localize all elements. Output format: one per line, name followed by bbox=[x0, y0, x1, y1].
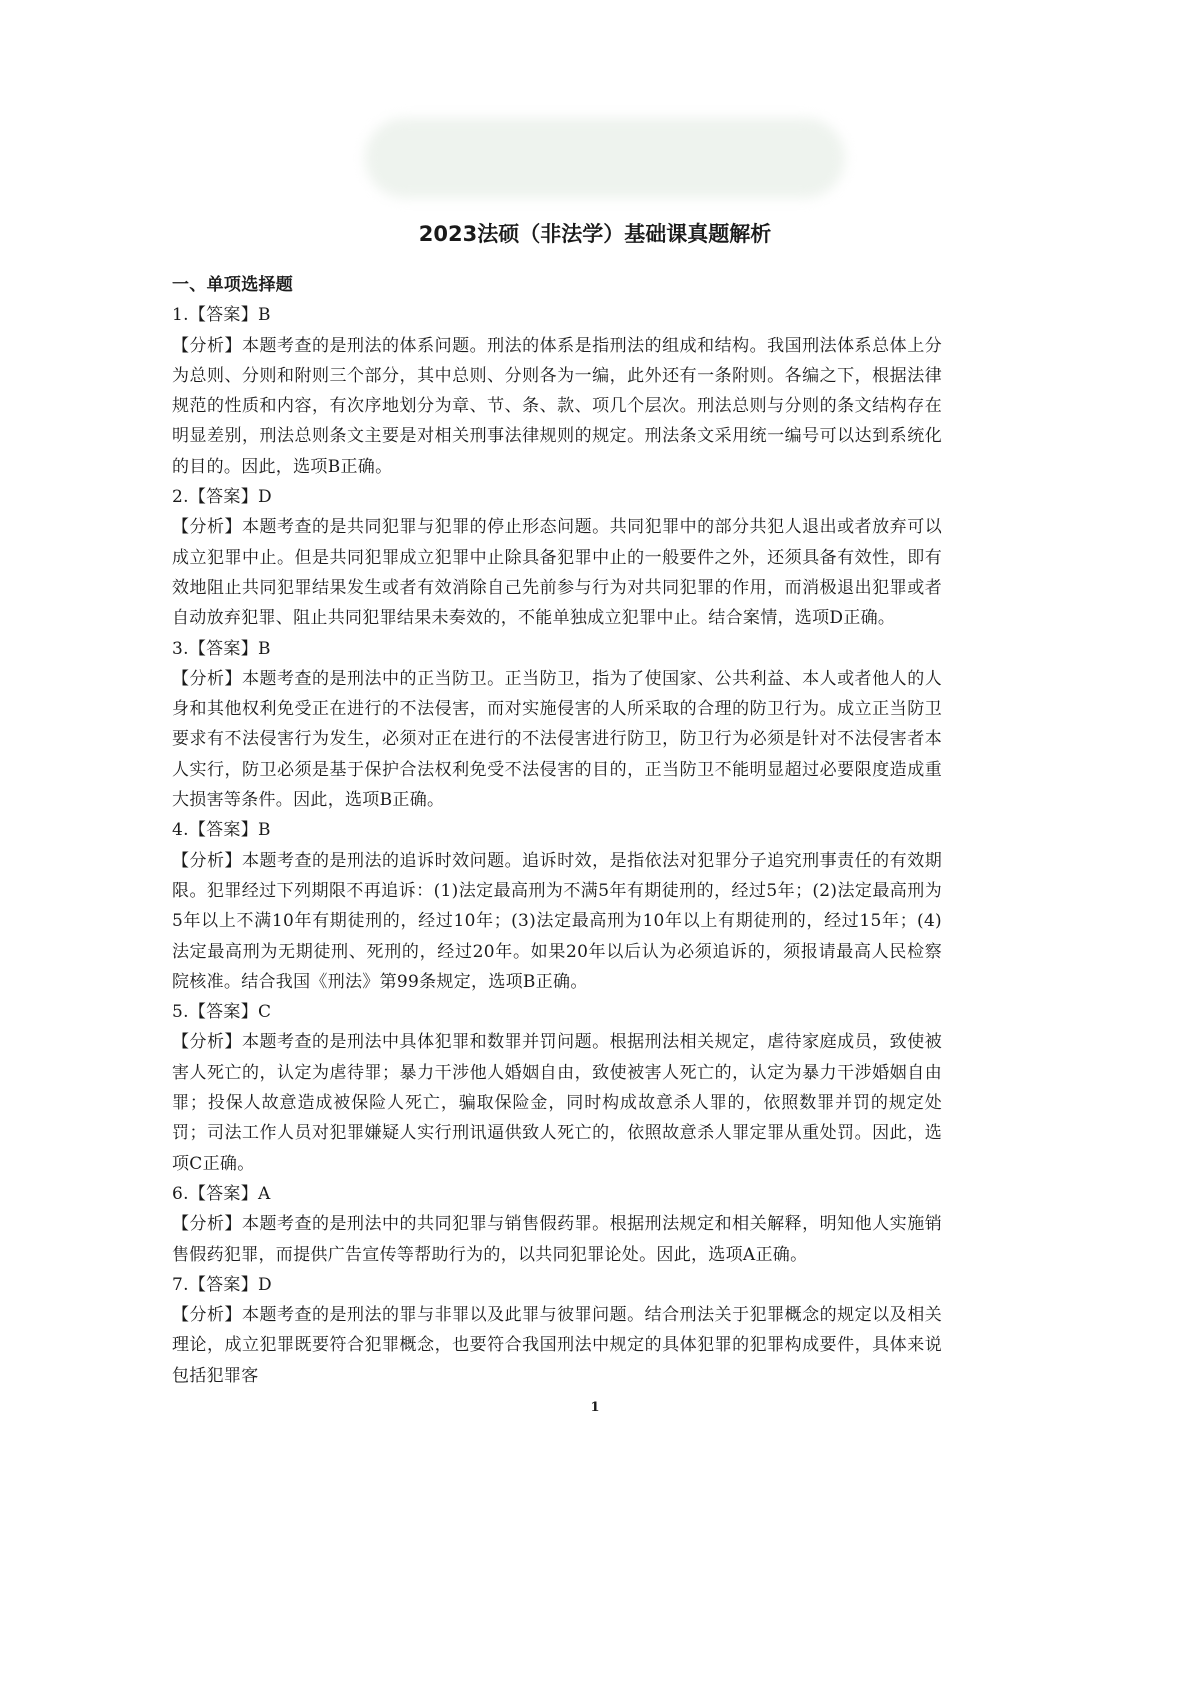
document-body bbox=[172, 270, 942, 1391]
analysis-paragraph: 【分析】本题考查的是刑法的体系问题。刑法的体系是指刑法的组成和结构。我国刑法体系总体上分为总则、分则和附则三个部分，其中总则、分则各为一编，此外还有一条附则。各编之下，根据法律规范的性质和内容，有次序地划分为章、节、条、款、项几个层次。刑法总则与分则的条文结构存在明显差别，刑法总则条文主要是对相关刑事法律规则的规定。刑法条文采用统一编号可以达到系统化的目的。因此，选项B正确。 bbox=[172, 335, 942, 477]
analysis-paragraph: 【分析】本题考查的是刑法中的正当防卫。正当防卫，指为了使国家、公共利益、本人或者他人的人身和其他权利免受正在进行的不法侵害，而对实施侵害的人所采取的合理的防卫行为。成立正当防卫要求有不法侵害行为发生，必须对正在进行的不法侵害进行防卫，防卫行为必须是针对不法侵害者本人实行，防卫必须是基于保护合法权利免受不法侵害的目的，正当防卫不能明显超过必要限度造成重大损害等条件。因此，选项B正确。 bbox=[172, 668, 942, 811]
answer-line: 3.【答案】B bbox=[172, 638, 271, 659]
page-number: 1 bbox=[590, 1400, 600, 1415]
answer-line: 1.【答案】B bbox=[172, 305, 271, 326]
answer-line: 4.【答案】B bbox=[172, 820, 271, 841]
analysis-paragraph: 【分析】本题考查的是共同犯罪与犯罪的停止形态问题。共同犯罪中的部分共犯人退出或者放弃可以成立犯罪中止。但是共同犯罪成立犯罪中止除具备犯罪中止的一般要件之外，还须具备有效性，即有效地阻止共同犯罪结果发生或者有效消除自己先前参与行为对共同犯罪的作用，而消极退出犯罪或者自动放弃犯罪、阻止共同犯罪结果未奏效的，不能单独成立犯罪中止。结合案情，选项D正确。 bbox=[172, 517, 942, 629]
question-list bbox=[172, 300, 942, 1391]
answer-line: 2.【答案】D bbox=[172, 487, 272, 508]
section-heading: 一、单项选择题 bbox=[172, 275, 294, 295]
document-title: 2023法硕（非法学）基础课真题解析 bbox=[418, 222, 772, 246]
analysis-paragraph: 【分析】本题考查的是刑法中的共同犯罪与销售假药罪。根据刑法规定和相关解释，明知他人实施销售假药犯罪，而提供广告宣传等帮助行为的，以共同犯罪论处。因此，选项A正确。 bbox=[172, 1214, 942, 1265]
analysis-paragraph: 【分析】本题考查的是刑法中具体犯罪和数罪并罚问题。根据刑法相关规定，虐待家庭成员，致使被害人死亡的，认定为虐待罪；暴力干涉他人婚姻自由，致使被害人死亡的，认定为暴力干涉婚姻自由罪；投保人故意造成被保险人死亡，骗取保险金，同时构成故意杀人罪的，依照数罪并罚的规定处罚；司法工作人员对犯罪嫌疑人实行刑讯逼供致人死亡的，依照故意杀人罪定罪从重处罚。因此，选项C正确。 bbox=[172, 1032, 942, 1174]
answer-line: 7.【答案】D bbox=[172, 1274, 272, 1295]
analysis-paragraph: 【分析】本题考查的是刑法的追诉时效问题。追诉时效，是指依法对犯罪分子追究刑事责任的有效期限。犯罪经过下列期限不再追诉：(1)法定最高刑为不满5年有期徒刑的，经过5年；(2)法定最高刑为5年以上不满10年有期徒刑的，经过10年；(3)法定最高刑为10年以上有期徒刑的，经过15年；(4)法定最高刑为无期徒刑、死刑的，经过20年。如果20年以后认为必须追诉的，须报请最高人民检察院核准。结合我国《刑法》第99条规定，选项B正确。 bbox=[172, 850, 942, 992]
watermark-blur bbox=[365, 118, 845, 198]
answer-line: 5.【答案】C bbox=[172, 1002, 272, 1023]
answer-line: 6.【答案】A bbox=[172, 1183, 271, 1204]
analysis-paragraph: 【分析】本题考查的是刑法的罪与非罪以及此罪与彼罪问题。结合刑法关于犯罪概念的规定以及相关理论，成立犯罪既要符合犯罪概念，也要符合我国刑法中规定的具体犯罪的犯罪构成要件，具体来说包括犯罪客 bbox=[172, 1305, 942, 1386]
